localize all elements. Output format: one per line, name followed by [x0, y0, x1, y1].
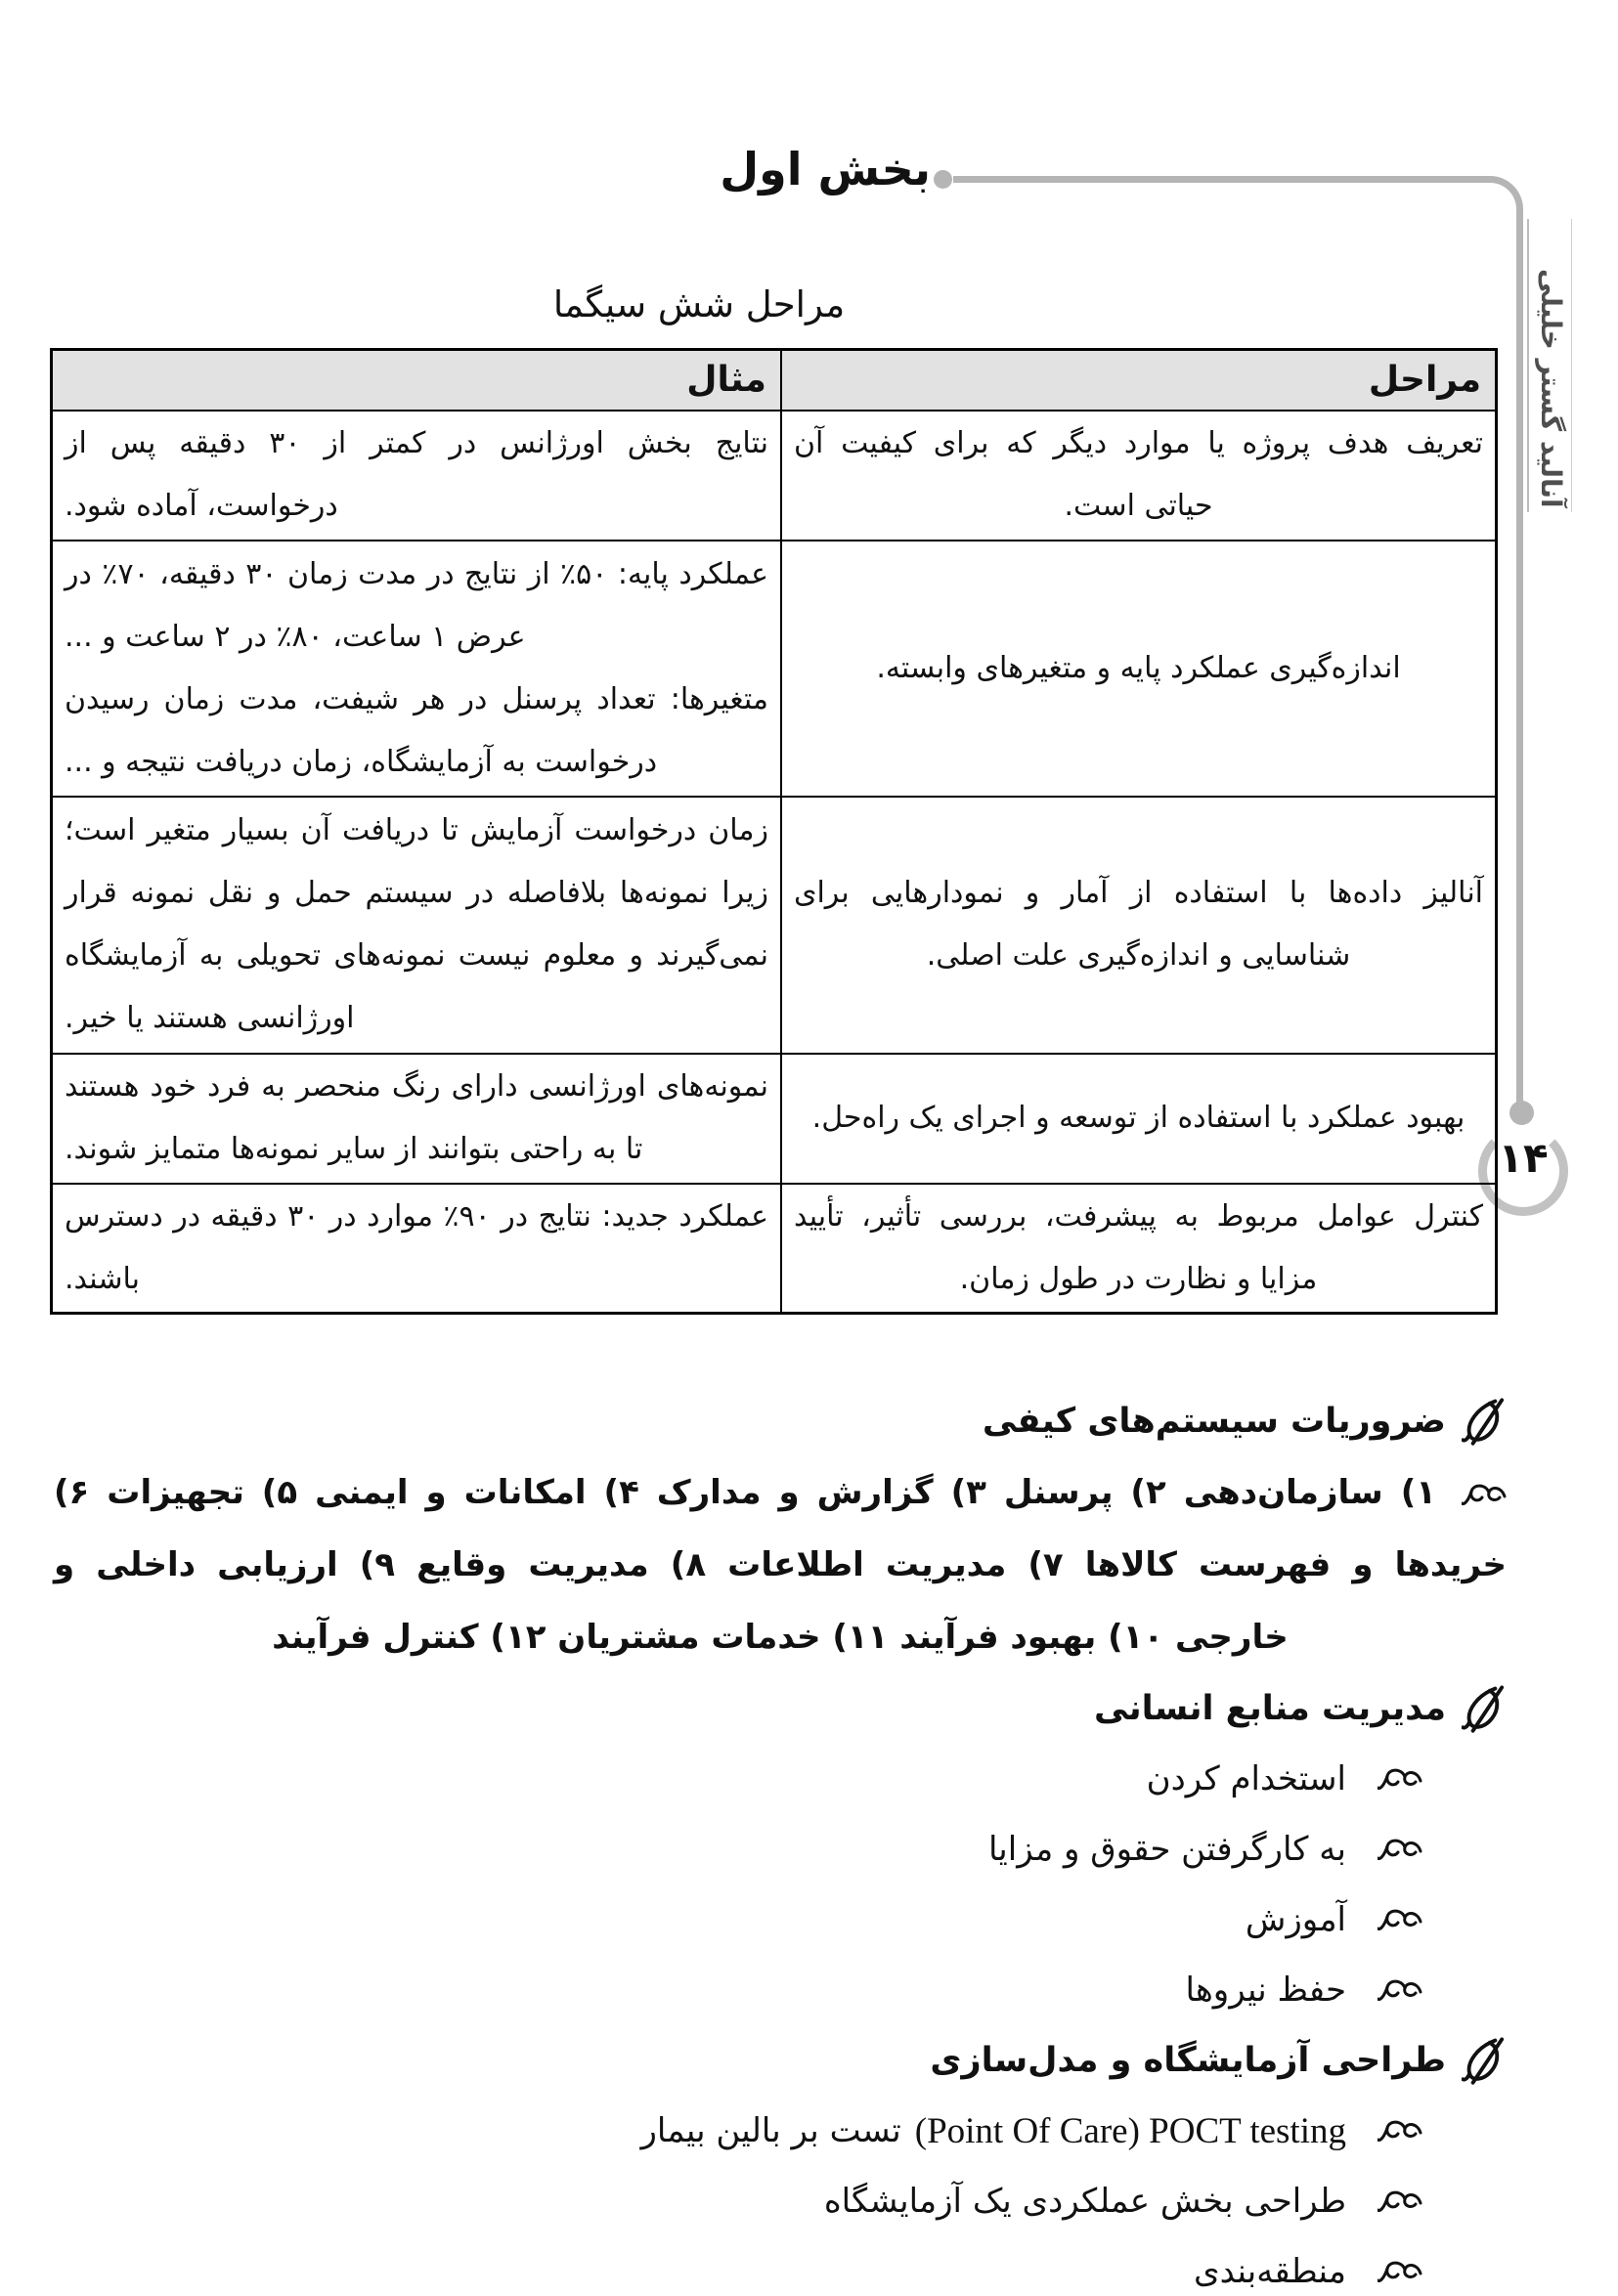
page-number: ۱۴: [1498, 1134, 1549, 1182]
list-item: [54, 1884, 1507, 1955]
section-header: بخش اول: [720, 143, 931, 195]
numbered-paragraph-line: [54, 1529, 1507, 1601]
table-row: [52, 411, 1497, 541]
list-item-label: طراحی بخش عملکردی یک آزمایشگاه: [823, 2182, 1346, 2221]
table-row: [52, 541, 1497, 797]
example-cell: عملکرد جدید: نتایج در ۹۰٪ موارد در ۳۰ دقیقه در دسترس باشند.: [52, 1184, 781, 1314]
list-item-poct: [54, 2096, 1507, 2166]
list-item-label: منطقه‌بندی: [1194, 2252, 1346, 2291]
stage-cell: تعریف هدف پروژه یا موارد دیگر که برای کیفیت آن حیاتی است.: [781, 411, 1497, 541]
sidebar-book-title: آنالید گستر خلیلی: [1527, 219, 1572, 512]
list-heading-label: طراحی آزمایشگاه و مدل‌سازی: [930, 2041, 1446, 2080]
frame-bottom-dot: [1509, 1101, 1534, 1125]
header-example: مثال: [52, 350, 781, 411]
list-item: [54, 1955, 1507, 2025]
poct-latin-label: (Point Of Care) POCT testing: [914, 2110, 1346, 2151]
list-item-label: حفظ نیروها: [1185, 1971, 1346, 2010]
floral-bullet-icon: [1377, 2187, 1422, 2216]
list-heading-label: ضروریات سیستم‌های کیفی: [982, 1402, 1446, 1441]
list-heading: [54, 2025, 1507, 2096]
list-item: [54, 1744, 1507, 1814]
floral-bullet-icon: [1377, 2257, 1422, 2286]
poct-persian-label: تست بر بالین بیمار: [640, 2111, 901, 2150]
header-stage: مراحل: [781, 350, 1497, 411]
table-row: [52, 1054, 1497, 1184]
example-cell: نمونه‌های اورژانسی دارای رنگ منحصر به فرد خود هستند تا به راحتی بتوانند از سایر نمونه‌ها متمایز شوند.: [52, 1054, 781, 1184]
table-title: مراحل شش سیگما: [552, 283, 846, 325]
floral-bullet-icon: [1377, 1835, 1422, 1864]
list-item: [54, 2166, 1507, 2236]
table-row: [52, 1184, 1497, 1314]
six-sigma-table: [50, 348, 1498, 1315]
list-item-label: استخدام کردن: [1146, 1759, 1346, 1798]
example-cell: نتایج بخش اورژانس در کمتر از ۳۰ دقیقه پس از درخواست، آماده شود.: [52, 411, 781, 541]
pen-flourish-icon: [1462, 1684, 1507, 1733]
stage-cell: اندازه‌گیری عملکرد پایه و متغیرهای وابسته.: [781, 541, 1497, 797]
stage-cell: آنالیز داده‌ها با استفاده از آمار و نمودارهایی برای شناسایی و اندازه‌گیری علت اصلی.: [781, 797, 1497, 1054]
list-heading: [54, 1386, 1507, 1456]
table-row: [52, 797, 1497, 1054]
floral-bullet-icon: [1377, 1764, 1422, 1794]
stage-cell: کنترل عوامل مربوط به پیشرفت، بررسی تأثیر، تأیید مزایا و نظارت در طول زمان.: [781, 1184, 1497, 1314]
numbered-paragraph-line: [54, 1456, 1507, 1529]
numbered-items-line: خریدها و فهرست کالاها ۷) مدیریت اطلاعات ۸) مدیریت وقایع ۹) ارزیابی داخلی و: [54, 1545, 1507, 1584]
floral-bullet-icon: [1462, 1480, 1507, 1509]
pen-flourish-icon: [1462, 2036, 1507, 2085]
list-item: [54, 1814, 1507, 1884]
table-header-row: [52, 350, 1497, 411]
list-item-label: به کارگرفتن حقوق و مزایا: [987, 1830, 1346, 1869]
list-item: [54, 2236, 1507, 2296]
pen-flourish-icon: [1462, 1397, 1507, 1446]
example-cell: زمان درخواست آزمایش تا دریافت آن بسیار متغیر است؛ زیرا نمونه‌ها بلافاصله در سیستم حمل و نقل نمونه قرار نمی‌گیرند و معلوم نیست نمونه‌های تحویلی به آزمایشگاه اورژانسی هستند یا خیر.: [52, 797, 781, 1054]
example-cell: عملکرد پایه: ۵۰٪ از نتایج در مدت زمان ۳۰ دقیقه، ۷۰٪ در عرض ۱ ساعت، ۸۰٪ در ۲ ساعت و ... متغیرها: تعداد پرسنل در هر شیفت، مدت زمان رسیدن درخواست به آزمایشگاه، زمان دریافت نتیجه و ...: [52, 541, 781, 797]
floral-bullet-icon: [1377, 1905, 1422, 1934]
list-heading-label: مدیریت منابع انسانی: [1094, 1689, 1446, 1728]
floral-bullet-icon: [1377, 2116, 1422, 2145]
notes-lists: [54, 1386, 1507, 2296]
numbered-items-line: ۱) سازمان‌دهی ۲) پرسنل ۳) گزارش و مدارک ۴) امکانات و ایمنی ۵) تجهیزات ۶): [54, 1473, 1436, 1512]
stage-cell: بهبود عملکرد با استفاده از توسعه و اجرای یک راه‌حل.: [781, 1054, 1497, 1184]
frame-left-dot: [934, 170, 952, 189]
numbered-items-line: خارجی ۱۰) بهبود فرآیند ۱۱) خدمات مشتریان ۱۲) کنترل فرآیند: [272, 1618, 1289, 1657]
list-item-label: آموزش: [1245, 1900, 1346, 1939]
floral-bullet-icon: [1377, 1975, 1422, 2005]
list-heading: [54, 1673, 1507, 1744]
numbered-paragraph-line: [54, 1601, 1507, 1673]
